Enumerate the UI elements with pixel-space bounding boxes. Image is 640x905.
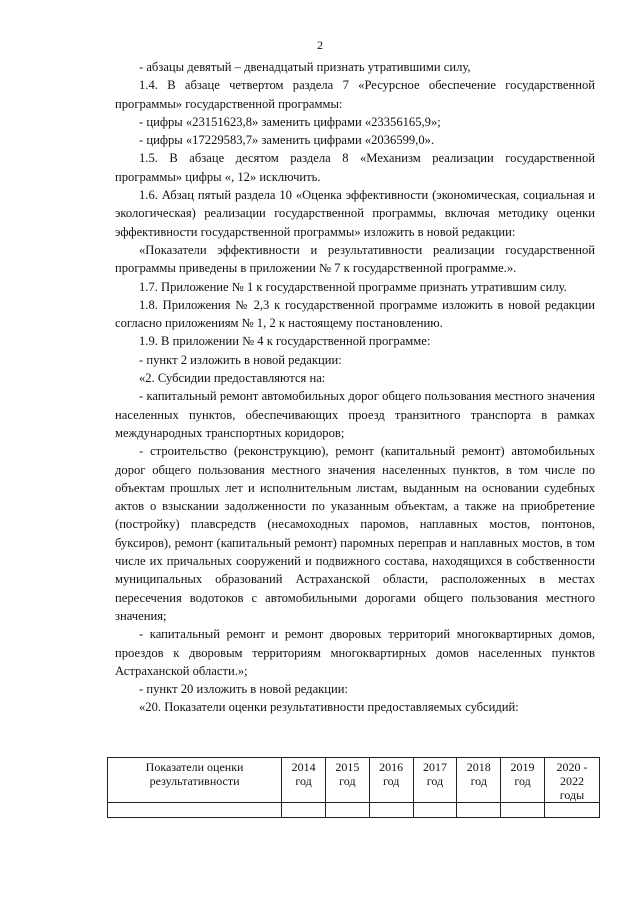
table-cell — [501, 803, 545, 818]
paragraph: 1.8. Приложения № 2,3 к государственной программе изложить в новой редакции согласно приложениям № 1, 2 к настоящему постановлению. — [115, 297, 595, 331]
table-header-cell: Показатели оценки результативности — [108, 758, 282, 803]
paragraph: 1.7. Приложение № 1 к государственной программе признать утратившим силу. — [139, 279, 567, 294]
table-cell — [413, 803, 457, 818]
document-body — [115, 58, 595, 717]
table-header-cell: 2019 год — [501, 758, 545, 803]
paragraph: - абзацы девятый – двенадцатый признать утратившими силу, — [139, 60, 471, 74]
paragraph: «Показатели эффективности и результативности реализации государственной программы приведены в приложении № 7 к государственной программе.». — [115, 242, 595, 276]
paragraph: - строительство (реконструкцию), ремонт (капитальный ремонт) автомобильных дорог общего пользования местного значения населенных пунктов, в том числе по объектам прошлых лет и исполнительным листам, выданным на основании судебных актов о взыскании задолженности по указанным объектам, а также на приобретение (постройку) плавсредств (несамоходных паромов, наплавных мостов, понтонов, буксиров), ремонт (капитальный ремонт) паромных переправ и наплавных мостов, в том числе их причальных сооружений и подвижного состава, находящихся в собственности муниципальных образований Астраханской области, расположенных в местах пересечения водотоков с автомобильными дорогами общего пользования местного значения; — [115, 444, 595, 623]
table-header-row — [108, 758, 600, 803]
evaluation-table — [107, 757, 600, 818]
table-header-cell: 2014 год — [282, 758, 326, 803]
table-cell — [544, 803, 599, 818]
table-cell — [282, 803, 326, 818]
paragraph: - пункт 2 изложить в новой редакции: — [139, 352, 342, 367]
table-header-cell: 2020 - 2022 годы — [544, 758, 599, 803]
paragraph: «2. Субсидии предоставляются на: — [139, 371, 326, 386]
table-header-cell: 2018 год — [457, 758, 501, 803]
page-number: 2 — [317, 38, 323, 52]
paragraph: 1.6. Абзац пятый раздела 10 «Оценка эффективности (экономическая, социальная и экологическая) реализации государственной программы, включая методику оценки эффективности государственной программы» изложить в новой редакции: — [115, 188, 595, 239]
paragraph: 1.4. В абзаце четвертом раздела 7 «Ресурсное обеспечение государственной программы» государственной программы: — [115, 78, 595, 111]
table-header-cell: 2017 год — [413, 758, 457, 803]
paragraph: - пункт 20 изложить в новой редакции: — [139, 682, 349, 697]
table-row — [108, 803, 600, 818]
paragraph: 1.9. В приложении № 4 к государственной программе: — [139, 334, 431, 349]
paragraph: - цифры «17229583,7» заменить цифрами «2036599,0». — [139, 133, 435, 148]
table-cell — [457, 803, 501, 818]
paragraph: - капитальный ремонт автомобильных дорог общего пользования местного значения населенных пунктов, обеспечивающих проезд транзитного транспорта в рамках международных транспортных коридоров; — [115, 389, 595, 440]
table-cell — [325, 803, 369, 818]
paragraph: «20. Показатели оценки результативности предоставляемых субсидий: — [139, 700, 519, 715]
paragraph: 1.5. В абзаце десятом раздела 8 «Механизм реализации государственной программы» цифры «, 12» исключить. — [115, 151, 595, 184]
paragraph: - цифры «23151623,8» заменить цифрами «23356165,9»; — [139, 114, 441, 129]
table-cell — [108, 803, 282, 818]
table-header-cell: 2016 год — [369, 758, 413, 803]
paragraph: - капитальный ремонт и ремонт дворовых территорий многоквартирных домов, проездов к дворовым территориям многоквартирных домов населенных пунктов Астраханской области.»; — [115, 627, 595, 678]
table-cell — [369, 803, 413, 818]
table-header-cell: 2015 год — [325, 758, 369, 803]
